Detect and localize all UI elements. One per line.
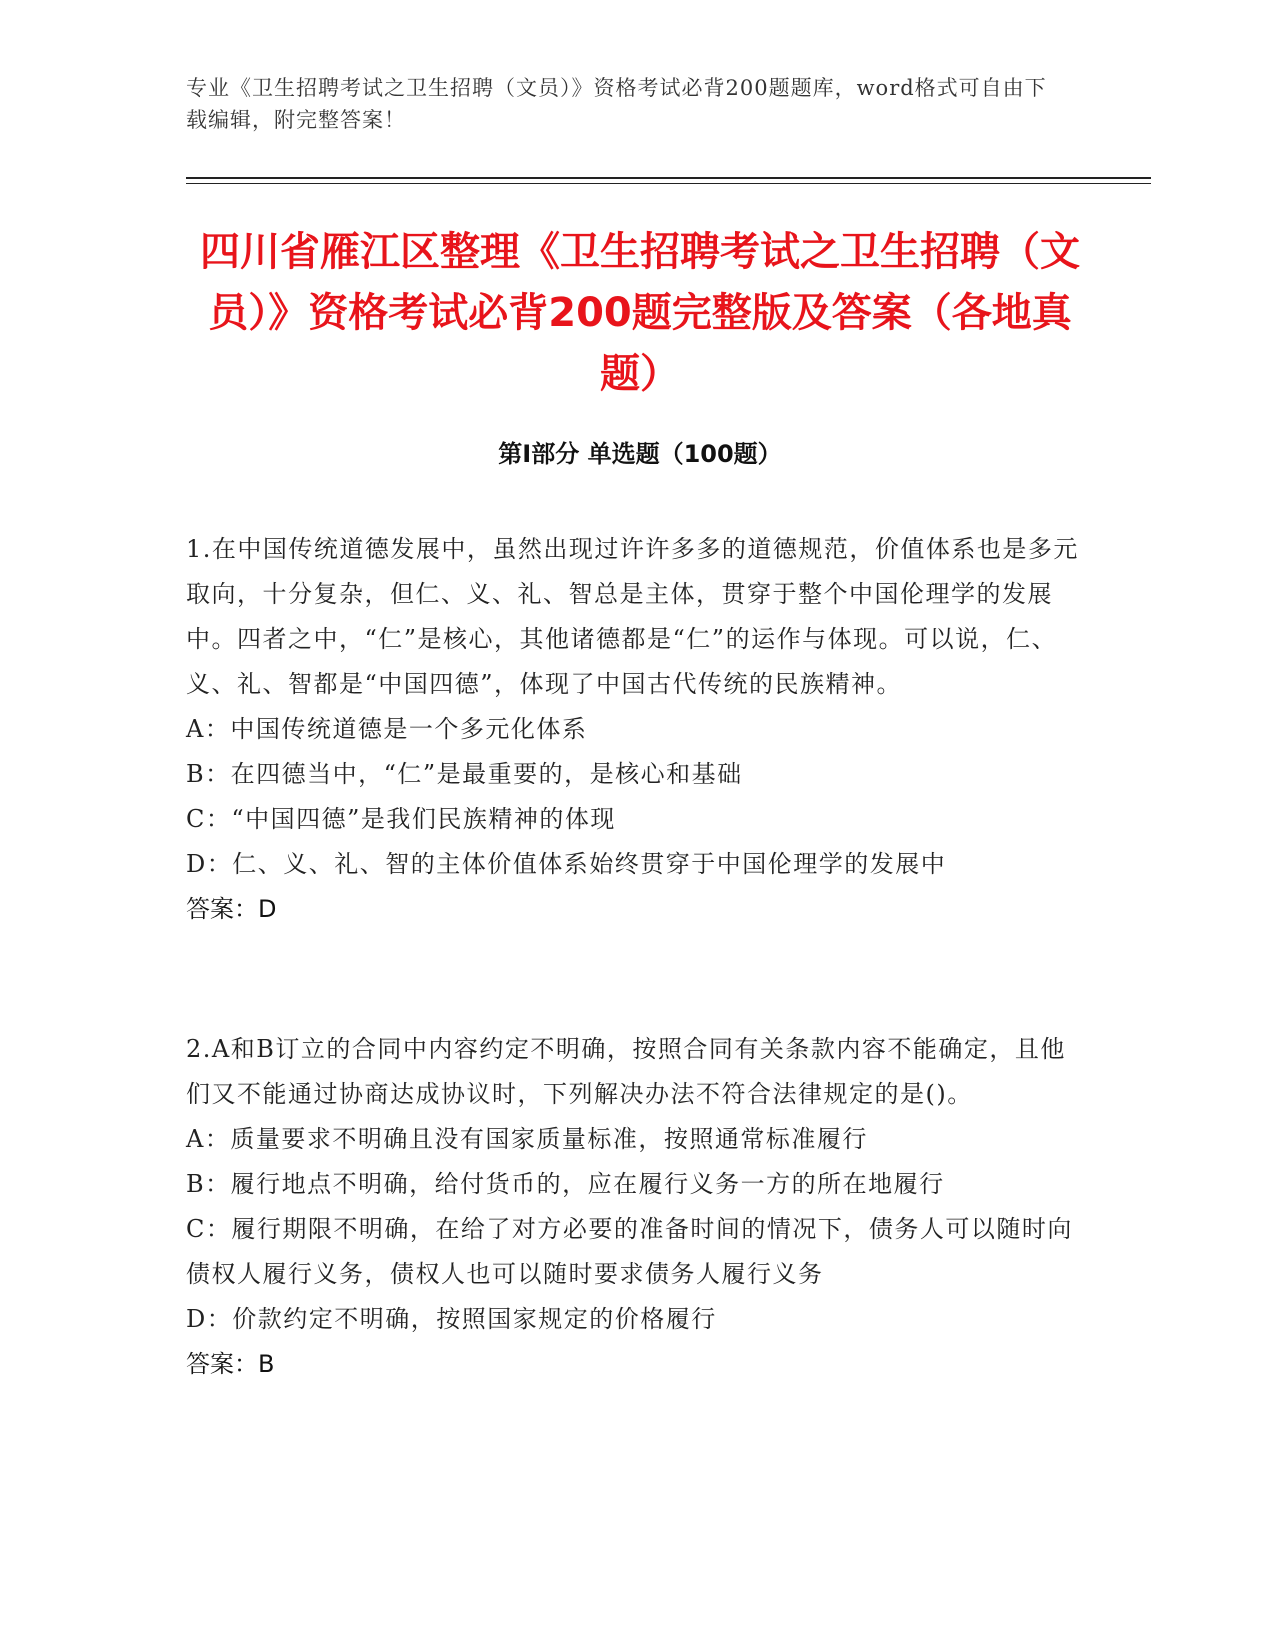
question-2 [186,1027,1086,1387]
question-1 [186,527,1086,932]
section-title: 第Ⅰ部分 单选题（100题） [498,440,782,468]
option-a: A：中国传统道德是一个多元化体系 [186,715,588,743]
question-stem: 2.A和B订立的合同中内容约定不明确，按照合同有关条款内容不能确定，且他们又不能通过协商达成协议时，下列解决办法不符合法律规定的是()。 [186,1035,1066,1108]
answer: 答案：B [186,1350,275,1378]
header-divider-thin [186,183,1151,184]
option-c: C：履行期限不明确，在给了对方必要的准备时间的情况下，债务人可以随时向债权人履行义务，债权人也可以随时要求债务人履行义务 [186,1215,1073,1288]
option-b: B：在四德当中，“仁”是最重要的，是核心和基础 [186,760,743,788]
option-c: C：“中国四德”是我们民族精神的体现 [186,805,616,833]
option-a: A：质量要求不明确且没有国家质量标准，按照通常标准履行 [186,1125,868,1153]
question-stem: 1.在中国传统道德发展中，虽然出现过许许多多的道德规范，价值体系也是多元取向，十分复杂，但仁、义、礼、智总是主体，贯穿于整个中国伦理学的发展中。四者之中，“仁”是核心，其他诸德都是“仁”的运作与体现。可以说，仁、义、礼、智都是“中国四德”，体现了中国古代传统的民族精神。 [186,535,1079,698]
option-b: B：履行地点不明确，给付货币的，应在履行义务一方的所在地履行 [186,1170,945,1198]
answer: 答案：D [186,895,277,923]
document-title: 四川省雁江区整理《卫生招聘考试之卫生招聘（文员）》资格考试必背200题完整版及答案（各地真题） [200,229,1080,397]
header-divider-thick [186,177,1151,179]
header-note: 专业《卫生招聘考试之卫生招聘（文员）》资格考试必背200题题库，word格式可自由下载编辑，附完整答案！ [186,76,1047,132]
option-d: D：仁、义、礼、智的主体价值体系始终贯穿于中国伦理学的发展中 [186,850,947,878]
option-d: D：价款约定不明确，按照国家规定的价格履行 [186,1305,717,1333]
